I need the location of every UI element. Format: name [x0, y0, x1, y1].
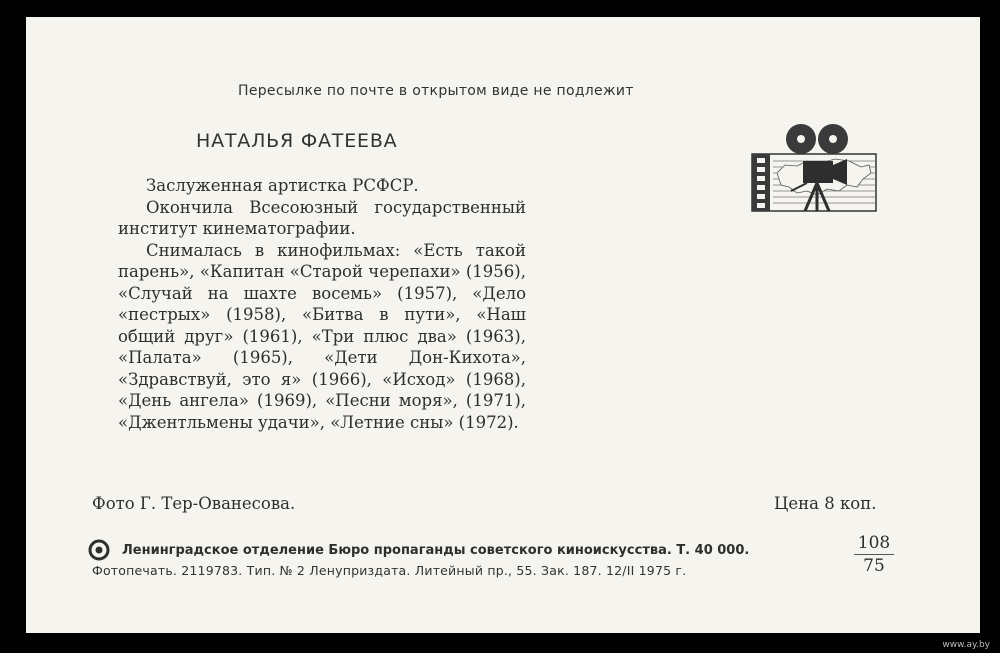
bio-education: Окончила Всесоюзный государственный институт кинематографии. [118, 197, 526, 238]
price-label: Цена 8 коп. [774, 494, 877, 513]
postcard-back [26, 17, 980, 633]
bio-filmography: Снималась в кинофильмах: «Есть такой парень», «Капитан «Старой черепахи» (1956), «Случай на шахте восемь» (1957), «Дело «пестрых» (1958), «Битва в пути», «Наш общий друг» (1961), «Три плюс два» (1963), «Палата» (1965), «Дети Дон-Кихота», «Здравствуй, это я» (1966), «Исход» (1968), «День ангела» (1969), «Песни моря», (1971), «Джентльмены удачи», «Летние сны» (1972). [118, 240, 526, 432]
mailing-notice: Пересылке по почте в открытом виде не подлежит [238, 83, 634, 99]
print-code [854, 533, 894, 576]
print-code-top: 108 [854, 533, 894, 555]
print-code-bottom: 75 [863, 556, 885, 576]
site-watermark: www.ay.by [942, 640, 990, 650]
publisher-line [88, 539, 749, 561]
photo-credit: Фото Г. Тер-Ованесова. [92, 494, 296, 513]
actress-name: НАТАЛЬЯ ФАТЕЕВА [196, 130, 398, 152]
publisher-text: Ленинградское отделение Бюро пропаганды советского киноискусства. Т. 40 000. [122, 542, 750, 558]
publisher-logo-icon [88, 539, 110, 561]
film-camera-map-logo-icon [751, 121, 879, 213]
biography [118, 175, 526, 433]
print-info: Фотопечать. 2119783. Тип. № 2 Ленуприздата. Литейный пр., 55. Зак. 187. 12/II 1975 г. [92, 563, 687, 578]
bio-title: Заслуженная артистка РСФСР. [146, 176, 419, 195]
